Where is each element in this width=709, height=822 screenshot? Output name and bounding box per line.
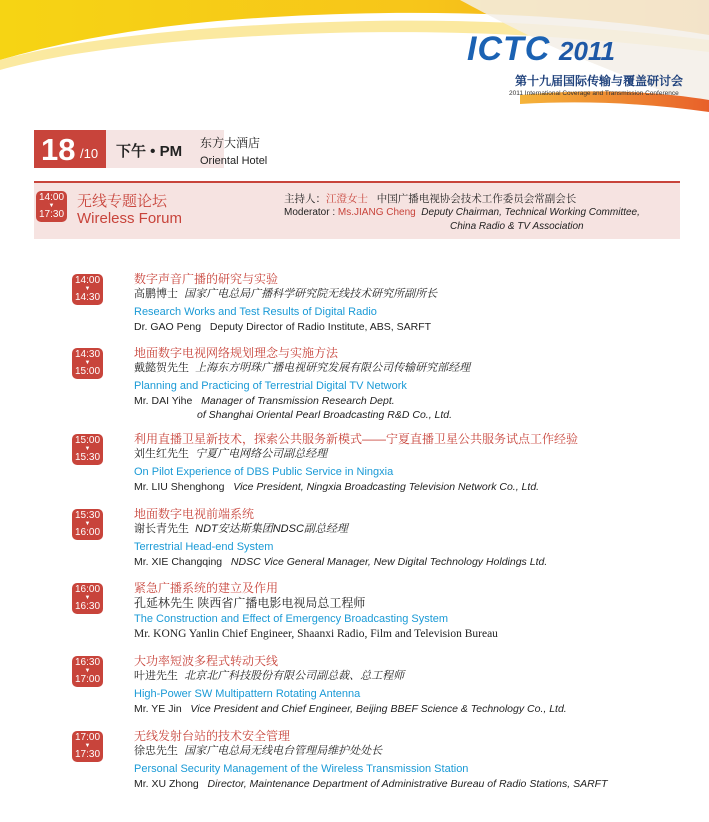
down-arrow-icon: ▼ [84,360,91,366]
session-speaker-en [134,480,674,494]
speaker-role-cn: 上海东方明珠广播电视研究发展有限公司传输研究部经理 [195,362,471,374]
ictc-logo [467,30,687,105]
session-time-badge [72,509,103,540]
down-arrow-icon: ▼ [84,595,91,601]
down-arrow-icon: ▼ [84,286,91,292]
session-end: 16:30 [74,601,101,612]
speaker-name-cn: 戴懿贺先生 [134,362,189,374]
session-end: 17:00 [74,674,101,685]
forum-time-end: 17:30 [38,209,65,220]
session-speaker-en [134,777,674,791]
moderator-name-en: Ms.JIANG Cheng [337,207,416,218]
session-end: 14:30 [74,292,101,303]
speaker-name-cn: 徐忠先生 [134,745,178,757]
speaker-role-en: NDSC Vice General Manager, New Digital Technology Holdings Ltd. [230,556,548,568]
session-start: 16:00 [74,584,101,595]
session-speaker-en [134,394,674,408]
session-start: 17:00 [74,732,101,743]
down-arrow-icon: ▼ [84,743,91,749]
session-start: 15:30 [74,510,101,521]
down-arrow-icon: ▼ [84,446,91,452]
speaker-name-en: Mr. DAI Yihe [134,395,193,407]
session-time-badge [72,731,103,762]
forum-title-en: Wireless Forum [77,210,183,227]
logo-year: 2011 [559,36,615,66]
down-arrow-icon: ▼ [84,521,91,527]
session-speaker-en [134,555,674,569]
forum-time-badge [36,191,67,222]
logo-conference-name-cn: 第十九届国际传输与覆盖研讨会 [515,74,684,88]
session-time-badge [72,348,103,379]
session-title-cn: 利用直播卫星新技术，探索公共服务新模式——宁夏直播卫星公共服务试点工作经验 [134,432,579,446]
session-speaker-en [134,320,674,334]
session-speaker-cn [134,744,674,759]
session-time-badge [72,583,103,614]
session-title-en: On Pilot Experience of DBS Public Service in Ningxia [134,466,394,478]
session-title-en: High-Power SW Multipattern Rotating Antenna [134,688,361,700]
session-end: 17:30 [74,749,101,760]
session-title-cn: 数字声音广播的研究与实验 [134,272,279,286]
header-banner [0,0,709,120]
down-arrow-icon: ▼ [48,203,55,209]
speaker-name-en: Dr. GAO Peng [134,321,202,333]
moderator-label-cn: 主持人： [284,193,326,205]
session-speaker-en-cont [134,408,674,422]
session-title-en: The Construction and Effect of Emergency Broadcasting System [134,613,449,625]
session-speaker-cn [134,287,674,302]
speaker-name-cn: 高鹏博士 [134,288,178,300]
session-speaker-cn [134,447,674,462]
session-title-cn: 无线发射台站的技术安全管理 [134,729,291,743]
speaker-name-en: Mr. LIU Shenghong [134,481,225,493]
forum-header [34,181,680,239]
moderator-title-en-1: Deputy Chairman, Technical Working Committee, [421,207,640,218]
speaker-name-en: Mr. YE Jin [134,703,182,715]
logo-ictc: ICTC [467,30,551,68]
session-time-badge [72,274,103,305]
speaker-name-cn: 刘生红先生 [134,448,189,460]
venue-en: Oriental Hotel [200,155,268,167]
session-speaker-cn [134,522,674,537]
speaker-role-en: Manager of Transmission Research Dept. [201,395,395,407]
speaker-name-cn: 孔延林先生 陕西省广播电影电视局总工程师 [134,596,366,610]
moderator-en [284,206,640,234]
moderator-title-cn: 中国广播电视协会技术工作委员会常副会长 [376,193,577,205]
speaker-role-en: Deputy Director of Radio Institute, ABS, SARFT [209,321,432,333]
moderator-cn [284,191,576,206]
speaker-name-en: Mr. KONG Yanlin Chief Engineer, Shaanxi Radio, Film and Television Bureau [134,628,498,640]
session-end: 16:00 [74,527,101,538]
session-title-en: Personal Security Management of the Wireless Transmission Station [134,763,469,775]
session-speaker-cn [134,361,674,376]
date-day: 18 [41,132,76,167]
date-badge [34,130,106,168]
session-title-en: Terrestrial Head-end System [134,541,274,553]
forum-time-start: 14:00 [38,192,65,203]
venue-cn: 东方大酒店 [200,136,261,150]
session-start: 15:00 [74,435,101,446]
session-speaker-cn [134,669,674,684]
forum-title-cn: 无线专题论坛 [77,193,168,210]
down-arrow-icon: ▼ [84,668,91,674]
session-end: 15:30 [74,452,101,463]
session-end: 15:00 [74,366,101,377]
session-title-cn: 紧急广播系统的建立及作用 [134,581,279,595]
logo-conference-name-en: 2011 International Coverage and Transmission Conference [509,90,679,97]
session-speaker-cn [134,596,674,611]
session-start: 16:30 [74,657,101,668]
speaker-role-en: Director, Maintenance Department of Administrative Bureau of Radio Stations, SARFT [207,778,608,790]
session-start: 14:00 [74,275,101,286]
session-speaker-en [134,702,674,716]
speaker-role-cn: 国家广电总局广播科学研究院无线技术研究所副所长 [184,288,438,300]
speaker-role-cn: NDT安达斯集团NDSC副总经理 [195,523,348,535]
speaker-role-cn: 北京北广科技股份有限公司副总裁、总工程师 [184,670,405,682]
session-title-en: Planning and Practicing of Terrestrial Digital TV Network [134,380,407,392]
speaker-role-en: Vice President and Chief Engineer, Beijing BBEF Science & Technology Co., Ltd. [190,703,567,715]
speaker-role-cn: 宁夏广电网络公司副总经理 [195,448,328,460]
speaker-role-en: Vice President, Ningxia Broadcasting Television Network Co., Ltd. [233,481,540,493]
speaker-name-cn: 谢长青先生 [134,523,189,535]
session-title-cn: 地面数字电视前端系统 [134,507,255,521]
date-month: /10 [80,146,99,161]
session-time-badge [72,434,103,465]
session-title-cn: 地面数字电视网络规划理念与实施方法 [134,346,339,360]
venue [200,134,267,170]
period-label: 下午 • PM [116,143,183,160]
session-speaker-en [134,627,674,641]
moderator-name-cn: 江澄女士 [326,193,368,205]
speaker-name-en: Mr. XIE Changqing [134,556,223,568]
session-time-badge [72,656,103,687]
session-title-cn: 大功率短波多程式转动天线 [134,654,279,668]
session-title-en: Research Works and Test Results of Digital Radio [134,306,377,318]
date-row [34,130,680,170]
session-start: 14:30 [74,349,101,360]
speaker-role-en-2: of Shanghai Oriental Pearl Broadcasting R&D Co., Ltd. [197,409,453,421]
speaker-role-cn: 国家广电总局无线电台管理局维护处处长 [184,745,383,757]
moderator-label-en: Moderator : [284,207,336,218]
speaker-name-en: Mr. XU Zhong [134,778,199,790]
speaker-name-cn: 叶进先生 [134,670,178,682]
moderator-title-en-2: China Radio & TV Association [450,221,584,232]
